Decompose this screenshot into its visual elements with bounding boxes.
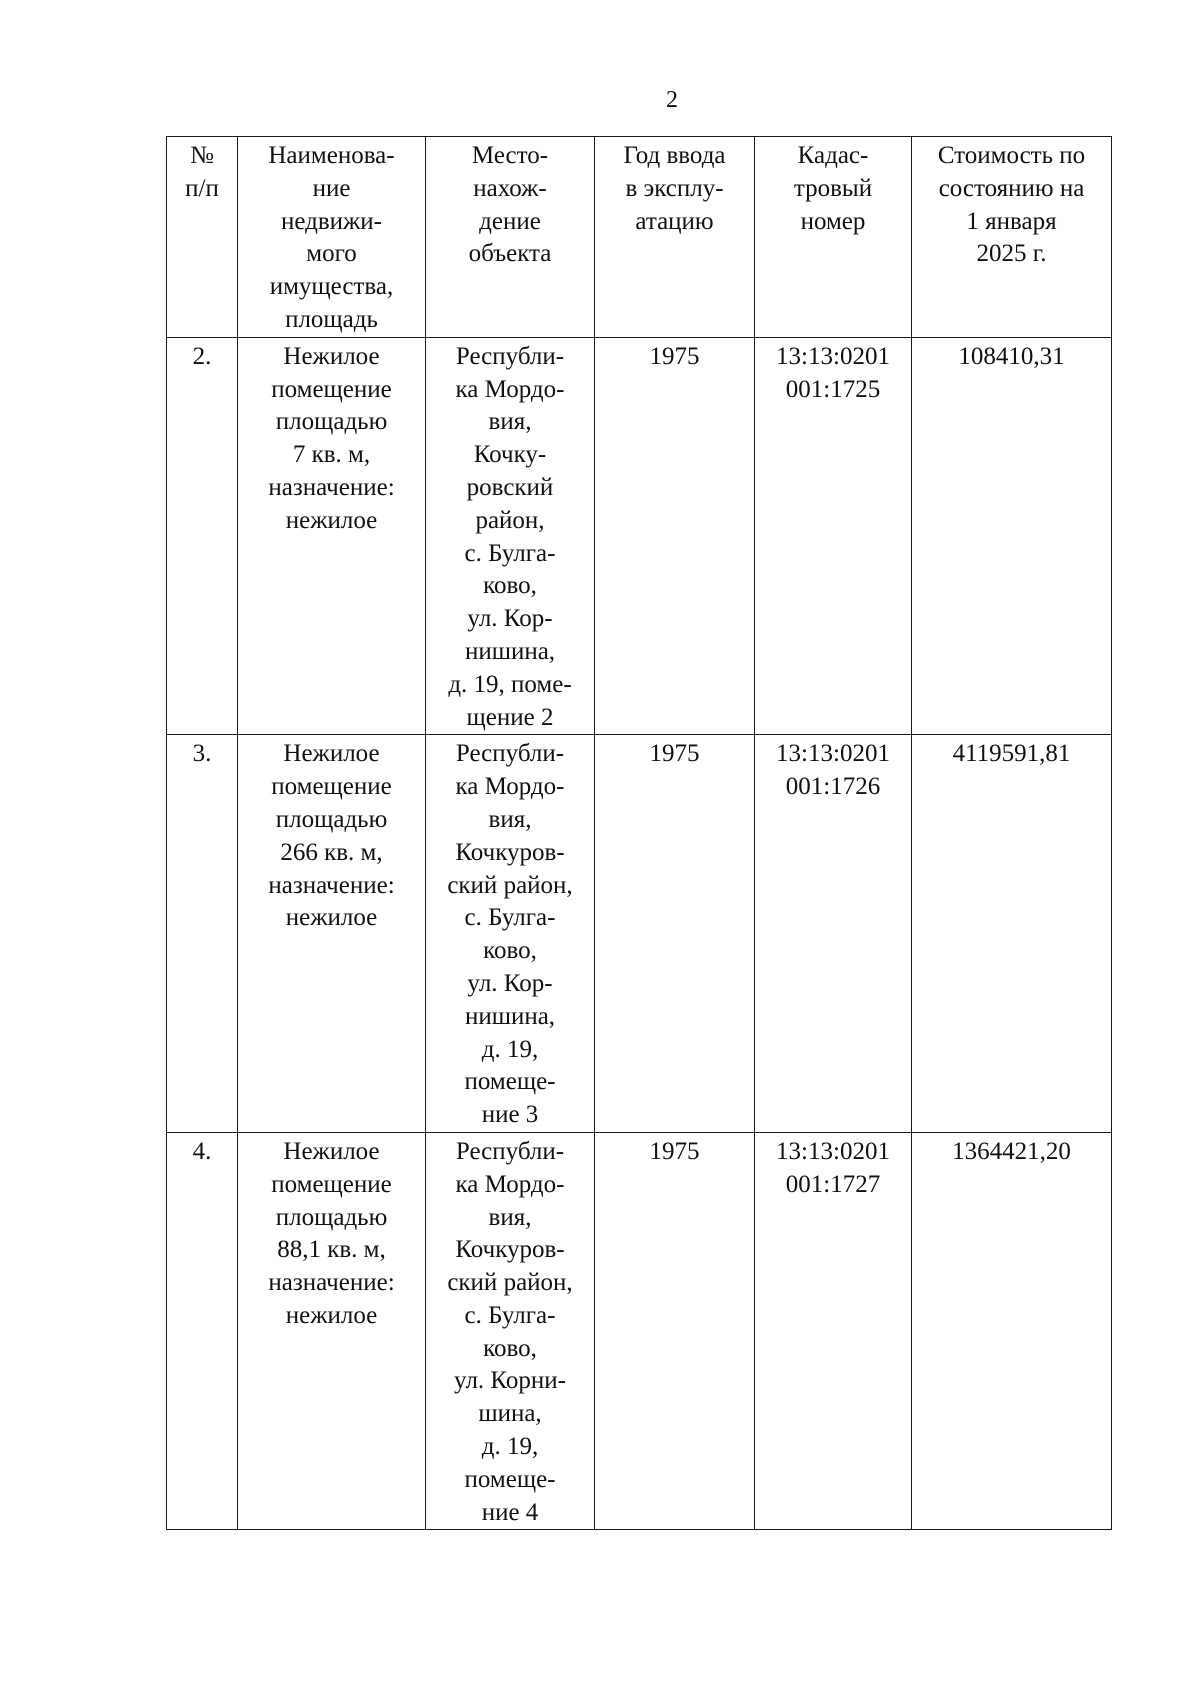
location-line: вия, <box>488 408 532 436</box>
cell-cost <box>912 337 1112 735</box>
location-line: щение 2 <box>466 703 554 731</box>
cell-cadastral <box>755 735 912 1133</box>
header-line: Место- <box>471 142 549 169</box>
name-line: 266 кв. м, <box>280 838 383 866</box>
cell-year <box>595 1132 755 1530</box>
cell-cadastral <box>755 337 912 735</box>
cell-location <box>426 337 595 735</box>
name-line: помещение <box>271 773 392 801</box>
cadastral-line: 001:1727 <box>785 1170 881 1198</box>
cell-number <box>167 1132 238 1530</box>
header-line: п/п <box>185 174 219 202</box>
cell-name <box>238 735 426 1133</box>
name-line: 7 кв. м, <box>292 441 371 469</box>
header-line: дение <box>479 207 541 235</box>
location-line: Республи- <box>455 740 565 768</box>
location-line: помеще- <box>464 1465 556 1493</box>
table-row <box>167 1132 1112 1530</box>
location-line: ка Мордо- <box>455 375 565 403</box>
header-location <box>426 137 595 338</box>
cadastral-line: 001:1725 <box>785 375 881 403</box>
location-line: район, <box>475 506 545 534</box>
name-line: назначение: <box>268 871 395 899</box>
header-line: № <box>190 142 214 169</box>
page-number: 2 <box>666 87 678 113</box>
name-line: нежилое <box>285 1301 378 1329</box>
header-line: тровый <box>793 174 873 202</box>
location-line: Республи- <box>455 1137 565 1165</box>
location-line: вия, <box>488 805 532 833</box>
location-line: ково, <box>483 937 537 965</box>
row-number: 3. <box>192 740 212 768</box>
location-line: ние 4 <box>481 1498 539 1526</box>
location-line: ул. Корни- <box>454 1367 566 1395</box>
header-line: площадь <box>285 305 378 333</box>
header-line: ние <box>312 174 351 202</box>
location-line: ково, <box>483 1334 537 1362</box>
header-line: недвижи- <box>280 207 383 235</box>
header-year <box>595 137 755 338</box>
header-line: состоянию на <box>938 174 1085 202</box>
location-line: ровский <box>466 473 554 501</box>
location-line: ский район, <box>447 871 573 899</box>
cost-value: 1364421,20 <box>952 1137 1071 1165</box>
name-line: назначение: <box>268 473 395 501</box>
location-line: с. Булга- <box>464 539 556 567</box>
location-line: Кочку- <box>473 441 547 469</box>
header-line: Стоимость по <box>937 142 1086 169</box>
location-line: помеще- <box>464 1068 556 1096</box>
table-row <box>167 337 1112 735</box>
location-line: ул. Кор- <box>467 969 553 997</box>
row-number: 2. <box>192 342 212 370</box>
cell-year <box>595 735 755 1133</box>
header-line: Наименова- <box>268 142 395 169</box>
cell-location <box>426 1132 595 1530</box>
header-line: мого <box>306 240 357 268</box>
property-table <box>166 136 1112 1530</box>
header-line: Кадас- <box>797 142 869 169</box>
header-line: номер <box>800 207 866 235</box>
location-line: шина, <box>478 1400 542 1428</box>
cadastral-line: 001:1726 <box>785 773 881 801</box>
location-line: Кочкуров- <box>455 1236 565 1264</box>
header-line: нахож- <box>473 174 547 202</box>
location-line: ка Мордо- <box>455 773 565 801</box>
header-line: в эксплу- <box>625 174 724 202</box>
table-row <box>167 735 1112 1133</box>
cost-value: 108410,31 <box>958 342 1065 370</box>
year-value: 1975 <box>649 342 700 370</box>
location-line: Кочкуров- <box>455 838 565 866</box>
table-header-row <box>167 137 1112 338</box>
location-line: вия, <box>488 1203 532 1231</box>
location-line: ка Мордо- <box>455 1170 565 1198</box>
location-line: ул. Кор- <box>467 605 553 633</box>
name-line: Нежилое <box>283 1137 380 1165</box>
name-line: Нежилое <box>283 342 380 370</box>
year-value: 1975 <box>649 1137 700 1165</box>
cell-cadastral <box>755 1132 912 1530</box>
header-line: объекта <box>468 240 552 268</box>
name-line: площадью <box>275 408 388 436</box>
location-line: д. 19, поме- <box>448 670 572 698</box>
year-value: 1975 <box>649 740 700 768</box>
cost-value: 4119591,81 <box>952 740 1071 768</box>
location-line: д. 19, <box>481 1433 539 1461</box>
name-line: нежилое <box>285 506 378 534</box>
cell-cost <box>912 735 1112 1133</box>
location-line: с. Булга- <box>464 904 556 932</box>
cell-name <box>238 1132 426 1530</box>
location-line: Республи- <box>455 342 565 370</box>
cell-location <box>426 735 595 1133</box>
location-line: с. Булга- <box>464 1301 556 1329</box>
name-line: Нежилое <box>283 740 380 768</box>
location-line: нишина, <box>464 637 556 665</box>
location-line: нишина, <box>464 1002 556 1030</box>
header-line: имущества, <box>269 273 394 301</box>
header-cadastral <box>755 137 912 338</box>
location-line: ково, <box>483 572 537 600</box>
header-line: 1 января <box>966 207 1057 235</box>
header-line: Год ввода <box>623 142 726 169</box>
name-line: площадью <box>275 805 388 833</box>
location-line: ние 3 <box>481 1101 539 1129</box>
cell-cost <box>912 1132 1112 1530</box>
cadastral-line: 13:13:0201 <box>776 1137 890 1165</box>
header-line: 2025 г. <box>976 240 1047 268</box>
cell-year <box>595 337 755 735</box>
header-line: атацию <box>635 207 714 235</box>
header-cost <box>912 137 1112 338</box>
cell-name <box>238 337 426 735</box>
cadastral-line: 13:13:0201 <box>776 740 890 768</box>
cell-number <box>167 337 238 735</box>
location-line: ский район, <box>447 1269 573 1297</box>
row-number: 4. <box>192 1137 212 1165</box>
cadastral-line: 13:13:0201 <box>776 342 890 370</box>
header-name <box>238 137 426 338</box>
name-line: помещение <box>271 375 392 403</box>
name-line: назначение: <box>268 1269 395 1297</box>
name-line: площадью <box>275 1203 388 1231</box>
name-line: нежилое <box>285 904 378 932</box>
header-number <box>167 137 238 338</box>
name-line: помещение <box>271 1170 392 1198</box>
name-line: 88,1 кв. м, <box>277 1236 386 1264</box>
cell-number <box>167 735 238 1133</box>
location-line: д. 19, <box>481 1035 539 1063</box>
